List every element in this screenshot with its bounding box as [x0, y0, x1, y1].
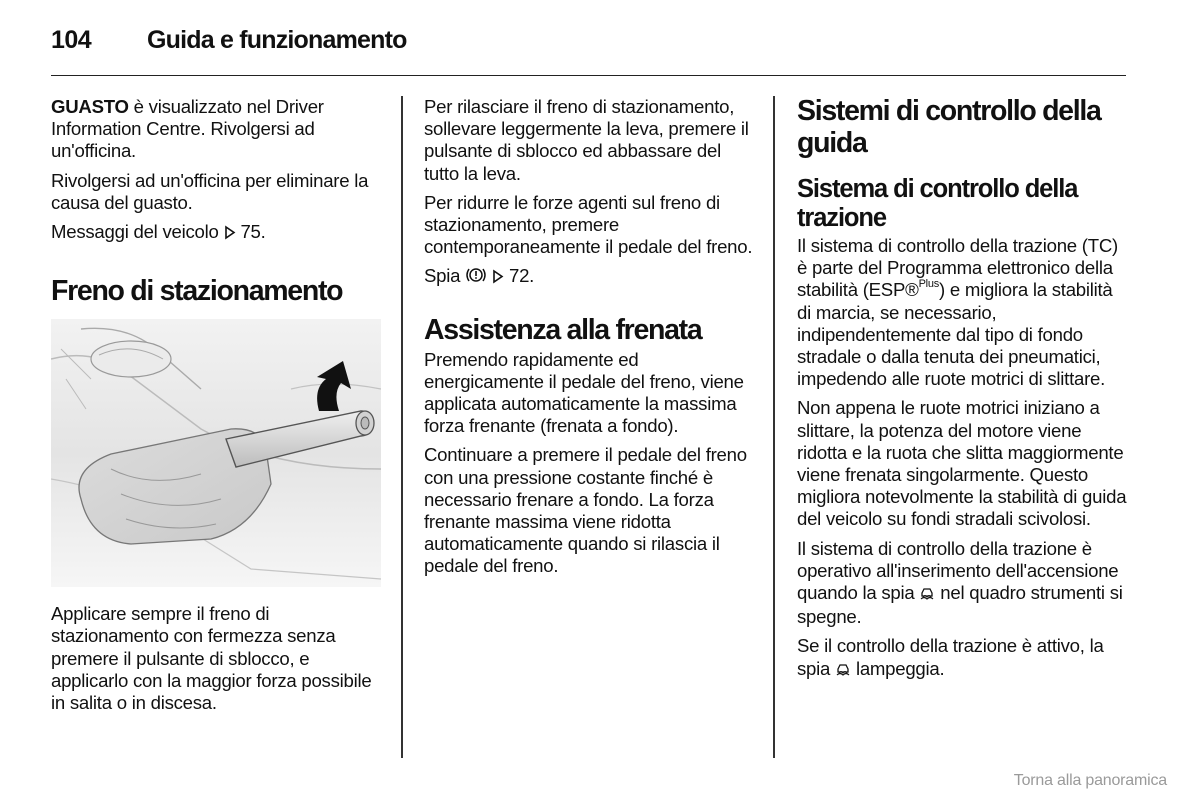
column-3 [797, 96, 1127, 689]
paragraph: GUASTO è visualizzato nel Driver Information Centre. Rivolgersi ad un'officina. [51, 96, 324, 162]
parking-brake-warning-icon [465, 266, 487, 289]
subsection-heading: Sistema di controllo della trazione [797, 175, 1078, 232]
page-number: 104 [51, 26, 92, 54]
page-ref-arrow-icon [224, 223, 236, 245]
paragraph: Il sistema di controllo della trazione (TC) è parte del Programma elettronico della stabilità (ESP®$^{Plus}$) e migliora la stabilità di marcia, se necessario, indipendentemente dal tipo di fondo stradale o dalla tenuta dei pneumatici, impedendo alle ruote motrici di slittare. [797, 235, 1118, 390]
paragraph: Per rilasciare il freno di stazionamento, sollevare leggermente la leva, premere il pulsante di sblocco ed abbassare del tutto la leva. [424, 96, 749, 184]
page-header [51, 24, 1126, 76]
paragraph: Non appena le ruote motrici iniziano a slittare, la potenza del motore viene ridotta e la ruota che slitta maggiormente viene frenata singolarmente. Questo migliora notevolmente la stabilità di guida del veicolo su fondi stradali scivolosi. [797, 397, 1127, 530]
section-heading: Sistemi di controllo della guida [797, 95, 1101, 159]
paragraph: Continuare a premere il pedale del freno con una pressione costante finché è necessario frenare a fondo. La forza frenante massima viene ridotta automaticamente quando si rilascia il pedale del freno. [424, 444, 747, 577]
column-1 [51, 96, 381, 721]
back-to-overview-link[interactable]: Torna alla panoramica [1013, 772, 1167, 789]
traction-control-icon [835, 660, 851, 682]
paragraph: Rivolgersi ad un'officina per eliminare la causa del guasto. [51, 169, 369, 213]
paragraph: Per ridurre le forze agenti sul freno di stazionamento, premere contemporaneamente il pedale del freno. [424, 191, 753, 258]
section-heading: Freno di stazionamento [51, 275, 343, 308]
cross-reference[interactable]: Spia 72. [424, 265, 754, 289]
page-ref-arrow-icon [492, 267, 504, 289]
column-divider [773, 96, 775, 758]
cross-reference[interactable]: Messaggi del veicolo 75. [51, 221, 381, 245]
chapter-title: Guida e funzionamento [147, 26, 407, 54]
paragraph: Premendo rapidamente ed energicamente il pedale del freno, viene applicata automaticamente la massima forza frenante (frenata a fondo). [424, 348, 744, 437]
parking-brake-illustration [51, 319, 381, 587]
column-2 [424, 96, 754, 585]
superscript: Plus [918, 278, 939, 291]
paragraph: Applicare sempre il freno di stazionamento con fermezza senza premere il pulsante di sblocco, e applicarlo con la maggior forza possibile in salita o in discesa. [51, 603, 372, 714]
column-divider [401, 96, 403, 758]
traction-control-icon [919, 584, 935, 606]
paragraph: Se il controllo della trazione è attivo, la spia lampeggia. [797, 635, 1127, 681]
section-heading: Assistenza alla frenata [424, 313, 702, 346]
fault-label: GUASTO [51, 96, 129, 117]
paragraph: Il sistema di controllo della trazione è operativo all'inserimento dell'accensione quando la spia nel quadro strumenti si spegne. [797, 537, 1123, 628]
